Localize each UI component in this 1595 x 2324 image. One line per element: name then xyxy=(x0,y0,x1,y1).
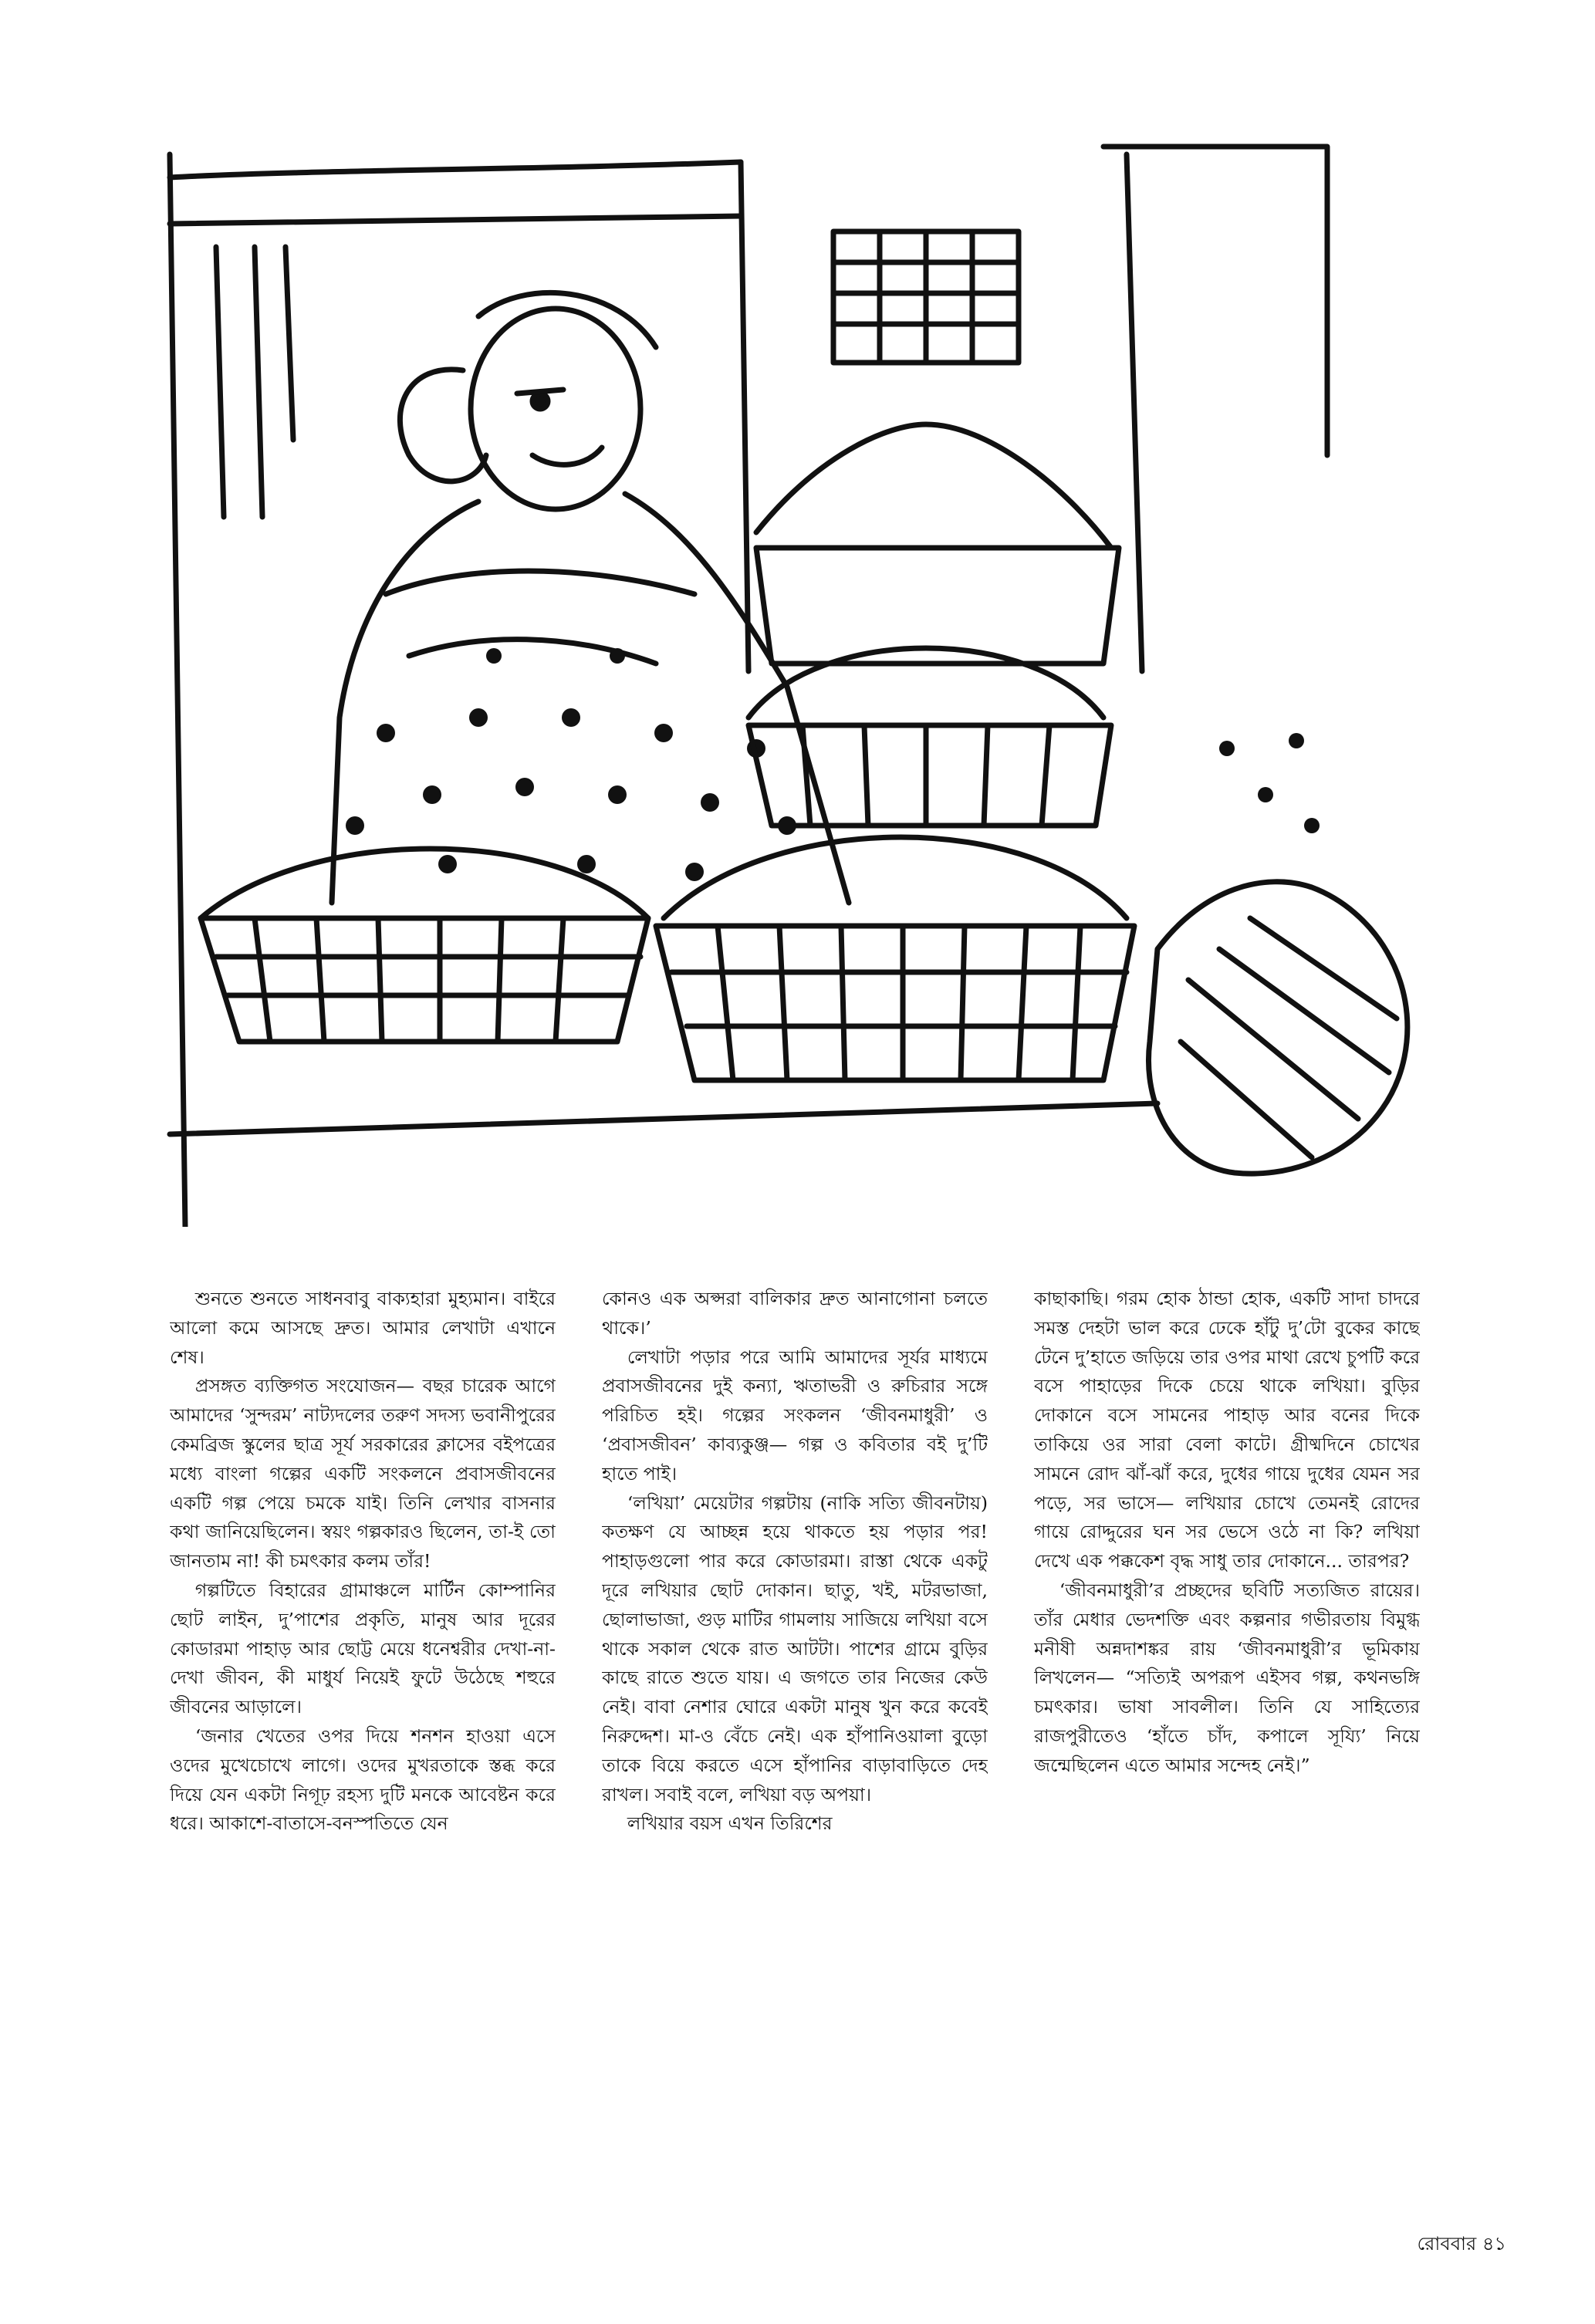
paragraph: ‘জনার খেতের ওপর দিয়ে শনশন হাওয়া এসে ওদের মুখেচোখে লাগে। ওদের মুখরতাকে স্তব্ধ করে দিয়ে যেন একটা নিগূঢ় রহস্য দুটি মনকে আবেষ্টন করে ধরে। আকাশে-বাতাসে-বনস্পতিতে যেন xyxy=(170,1724,556,1835)
paragraph: কাছাকাছি। গরম হোক ঠান্ডা হোক, একটি সাদা চাদরে সমস্ত দেহটা ভাল করে ঢেকে হাঁটু দু’টো বুকের কাছে টেনে দু’হাতে জড়িয়ে তার ওপর মাথা রেখে চুপটি করে বসে পাহাড়ের দিকে চেয়ে থাকে লখিয়া। বুড়ির দোকানে বসে সামনের পাহাড় আর বনের দিকে তাকিয়ে ওর সারা বেলা কাটে। গ্রীষ্মদিনে চোখের সামনে রোদ ঝাঁ-ঝাঁ করে, দুধের গায়ে দুধের যেমন সর পড়ে, সর ভাসে— লখিয়ার চোখে তেমনই রোদের গায়ে রোদ্দুরের ঘন সর ভেসে ওঠে না কি? লখিয়া দেখে এক পক্ককেশ বৃদ্ধ সাধু তার দোকানে... তারপর? xyxy=(1034,1288,1420,1572)
woman-vendor-illustration-icon xyxy=(154,131,1466,1227)
paragraph: ‘জীবনমাধুরী’র প্রচ্ছদের ছবিটি সত্যজিত রায়ের। তাঁর মেধার ভেদশক্তি এবং কল্পনার গভীরতায় বিমুগ্ধ মনীষী অন্নদাশঙ্কর রায় ‘জীবনমাধুরী’র ভূমিকায় লিখলেন— “সত্যিই অপরূপ এইসব গল্প, কথনভঙ্গি চমৎকার। ভাষা সাবলীল। তিনি যে সাহিত্যের রাজপুরীতেও ‘হাঁতে চাঁদ, কপালে সূয্যি’ নিয়ে জন্মেছিলেন এতে আমার সন্দেহ নেই।” xyxy=(1034,1579,1420,1776)
paragraph: গল্পটিতে বিহারের গ্রামাঞ্চলে মার্টিন কোম্পানির ছোট লাইন, দু’পাশের প্রকৃতি, মানুষ আর দূরের কোডারমা পাহাড় আর ছোট্ট মেয়ে ধনেশ্বরীর দেখা-না-দেখা জীবন, কী মাধুর্য নিয়েই ফুটে উঠেছে শহুরে জীবনের আড়ালে। xyxy=(170,1579,556,1718)
paragraph: ‘লখিয়া’ মেয়েটার গল্পটায় (নাকি সত্যি জীবনটায়) কতক্ষণ যে আচ্ছন্ন হয়ে থাকতে হয় পড়ার পর! পাহাড়গুলো পার করে কোডারমা। রাস্তা থেকে একটু দূরে লখিয়ার ছোট দোকান। ছাতু, খই, মটরভাজা, ছোলাভাজা, গুড় মাটির গামলায় সাজিয়ে লখিয়া বসে থাকে সকাল থেকে রাত আটটা। পাশের গ্রামে বুড়ির কাছে রাতে শুতে যায়। এ জগতে তার নিজের কেউ নেই। বাবা নেশার ঘোরে একটা মানুষ খুন করে কবেই নিরুদ্দেশ। মা-ও বেঁচে নেই। এক হাঁপানিওয়ালা বুড়ো তাকে বিয়ে করতে এসে হাঁপানির বাড়াবাড়িতে দেহ রাখল। সবাই বলে, লখিয়া বড় অপয়া। xyxy=(602,1491,988,1805)
column-3 xyxy=(1034,1285,1420,2211)
paragraph: শুনতে শুনতে সাধনবাবু বাক্যহারা মুহ্যমান। বাইরে আলো কমে আসছে দ্রুত। আমার লেখাটা এখানে শেষ। xyxy=(170,1288,556,1368)
column-1 xyxy=(170,1285,556,2211)
paragraph: লখিয়ার বয়স এখন তিরিশের xyxy=(627,1812,833,1835)
column-2 xyxy=(602,1285,988,2211)
paragraph: প্রসঙ্গত ব্যক্তিগত সংযোজন— বছর চারেক আগে আমাদের ‘সুন্দরম’ নাট্যদলের তরুণ সদস্য ভবানীপুরের কেমব্রিজ স্কুলের ছাত্র সূর্য সরকারের ক্লাসের বইপত্রের মধ্যে বাংলা গল্পের একটি সংকলনে প্রবাসজীবনের একটি গল্প পেয়ে চমকে যাই। তিনি লেখার বাসনার কথা জানিয়েছিলেন। স্বয়ং গল্পকারও ছিলেন, তা-ই তো জানতাম না! কী চমৎকার কলম তাঁর! xyxy=(170,1375,556,1572)
illustration xyxy=(154,131,1466,1227)
article-columns xyxy=(170,1285,1451,2211)
paragraph: কোনও এক অপ্সরা বালিকার দ্রুত আনাগোনা চলতে থাকে।’ xyxy=(602,1288,988,1339)
page-folio: রোববার ৪১ xyxy=(1417,2233,1506,2255)
paragraph: লেখাটা পড়ার পরে আমি আমাদের সূর্যর মাধ্যমে প্রবাসজীবনের দুই কন্যা, ঋতাভরী ও রুচিরার সঙ্গে পরিচিত হই। গল্পের সংকলন ‘জীবনমাধুরী’ ও ‘প্রবাসজীবন’ কাব্যকুঞ্জ— গল্প ও কবিতার বই দু’টি হাতে পাই। xyxy=(602,1346,988,1485)
